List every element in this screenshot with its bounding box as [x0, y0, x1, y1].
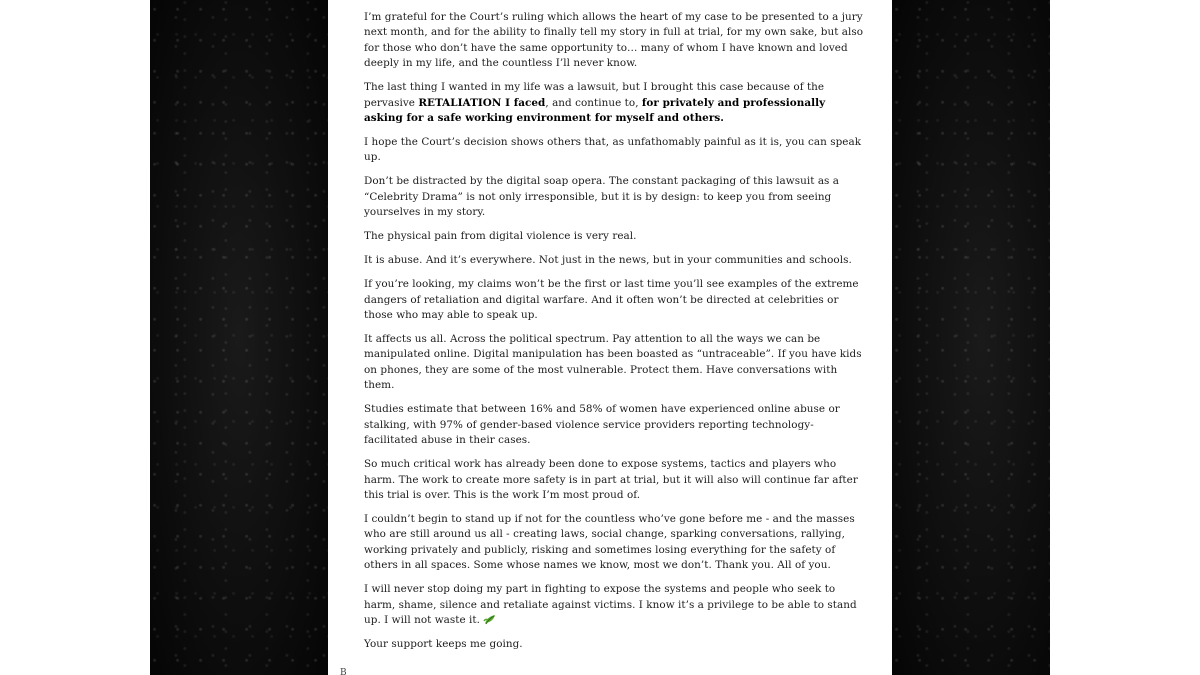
paragraph-text: The last thing I wanted in my life was a lawsuit, but I brought this case because of the pervasive: [364, 81, 825, 109]
paragraph-10: [364, 457, 864, 503]
sprout-emoji-icon: [483, 613, 497, 625]
paragraph-text: So much critical work has already been done to expose systems, tactics and players who harm. The work to create more safety is in part at trial, but it will also will continue far after this trial is over. This is the work I’m most proud of.: [364, 458, 858, 501]
paragraph-text: It affects us all. Across the political spectrum. Pay attention to all the ways we can be manipulated online. Digital manipulation has been boasted as “untraceable”. If you have kids on phones, they are some of the most vulnerable. Protect them. Have conversations with them.: [364, 333, 862, 392]
paragraph-text: Don’t be distracted by the digital soap opera. The constant packaging of this lawsuit as a “Celebrity Drama” is not only irresponsible, but it is by design: to keep you from seeing yourselves in my story.: [364, 175, 840, 219]
paragraph-12: [364, 582, 864, 628]
paragraph-5: [364, 229, 864, 244]
paragraph-3: [364, 135, 864, 166]
paragraph-text: It is abuse. And it’s everywhere. Not just in the news, but in your communities and schools.: [364, 254, 852, 267]
paragraph-4: [364, 174, 864, 220]
signature-initial: B: [340, 668, 347, 675]
paragraph-text: , and continue to,: [545, 96, 642, 109]
paragraph-text: I’m grateful for the Court’s ruling which allows the heart of my case to be presented to a jury next month, and for the ability to finally tell my story in full at trial, for my own sake, but also for those who don’t have the same opportunity to… many of whom I have known and loved deeply in my life, and the countless I’ll never know.: [364, 11, 864, 70]
paragraph-1: [364, 10, 864, 72]
right-margin: [1050, 0, 1200, 675]
paragraph-text: Studies estimate that between 16% and 58% of women have experienced online abuse or stalking, with 97% of gender-based violence service providers reporting technology-facilitated abuse in their cases.: [364, 403, 840, 447]
paragraph-text: Your support keeps me going.: [364, 637, 523, 650]
bold-emphasis-text: for privately and professionally asking for a safe working environment for myself and others.: [364, 96, 826, 125]
paragraph-text: I hope the Court’s decision shows others that, as unfathomably painful as it is, you can speak up.: [364, 136, 862, 164]
right-dark-texture-panel: [892, 0, 1070, 675]
paragraph-9: [364, 402, 864, 448]
paragraph-text: If you’re looking, my claims won’t be the first or last time you’ll see examples of the extreme dangers of retaliation and digital warfare. And it often won’t be directed at celebrities or those who may able to speak up.: [364, 278, 859, 322]
left-margin: [0, 0, 150, 675]
paragraph-13: [364, 637, 864, 652]
paragraph-text: The physical pain from digital violence is very real.: [364, 230, 637, 243]
paragraph-7: [364, 277, 864, 323]
paragraph-6: [364, 253, 864, 268]
left-dark-texture-panel: [150, 0, 328, 675]
paragraph-text: I couldn’t begin to stand up if not for the countless who’ve gone before me - and the masses who are still around us all - creating laws, social change, sparking conversations, rallying, working privately and publicly, risking and sometimes losing everything for the safety of others in all spaces. Some whose names we know, most we don’t. Thank you. All of you.: [364, 512, 855, 572]
paragraph-2: [364, 80, 864, 126]
bold-emphasis-text: RETALIATION I faced: [418, 96, 546, 109]
paragraph-8: [364, 332, 864, 394]
paragraph-11: [364, 512, 864, 574]
statement-page: [328, 0, 892, 675]
paragraph-text: I will never stop doing my part in fighting to expose the systems and people who seek to harm, shame, silence and retaliate against victims. I know it’s a privilege to be able to stand up. I will not waste it.: [364, 583, 857, 626]
